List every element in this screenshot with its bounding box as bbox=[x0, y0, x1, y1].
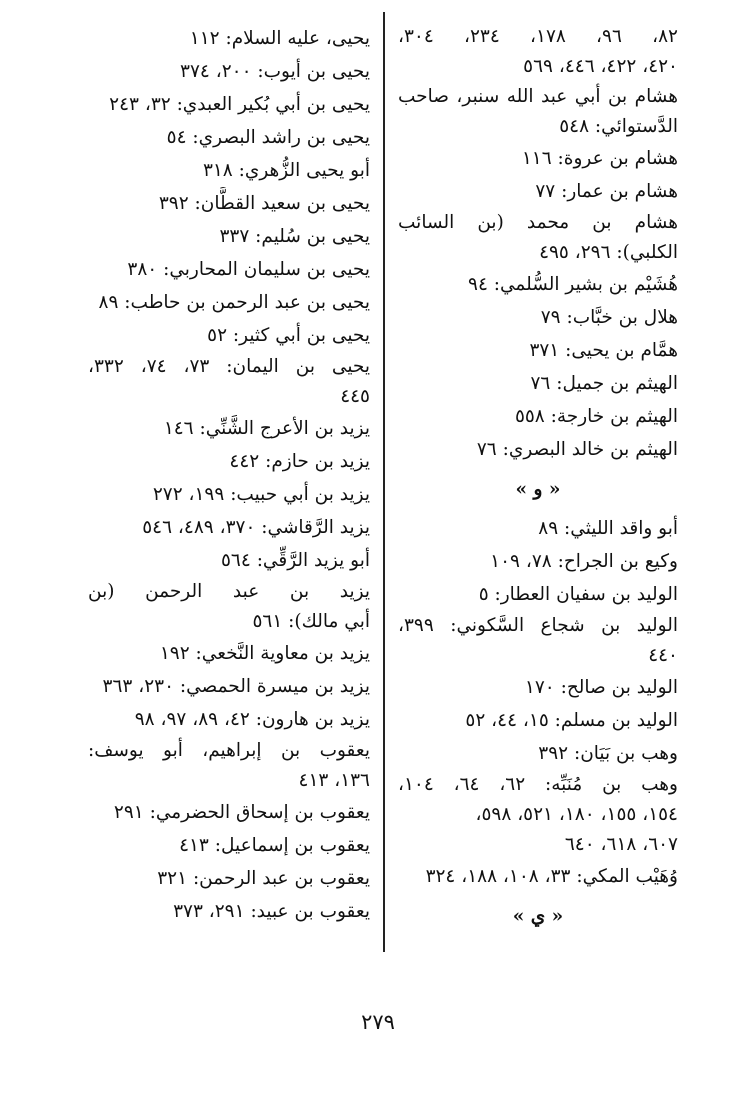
index-entry bbox=[88, 352, 370, 412]
index-entry bbox=[88, 286, 370, 319]
index-entry-line: الوليد بن مسلم: ١٥، ٤٤، ٥٢ bbox=[465, 710, 678, 731]
index-entry-line: يعقوب بن إسماعيل: ٤١٣ bbox=[179, 835, 370, 856]
index-entry-line: يزيد بن معاوية النَّخعي: ١٩٢ bbox=[159, 643, 370, 664]
index-entry-line: هشام بن محمد (بن السائب bbox=[398, 212, 678, 233]
index-entry bbox=[398, 578, 678, 611]
index-entry-line: أبو يزيد الرَّقِّي: ٥٦٤ bbox=[221, 550, 370, 571]
index-entry bbox=[88, 796, 370, 829]
index-column-right bbox=[398, 22, 678, 939]
index-entry-line: هشام بن أبي عبد الله سنبر، صاحب bbox=[398, 86, 678, 107]
index-entry-line: يحيى بن سليمان المحاربي: ٣٨٠ bbox=[127, 259, 370, 280]
index-entry bbox=[88, 154, 370, 187]
index-entry-line: ٨٢، ٩٦، ١٧٨، ٢٣٤، ٣٠٤، bbox=[398, 26, 678, 47]
index-entry-line: أبو يحيى الزُّهري: ٣١٨ bbox=[202, 160, 370, 181]
index-entry-line: الوليد بن صالح: ١٧٠ bbox=[524, 677, 678, 698]
index-entry bbox=[398, 82, 678, 142]
index-entry-line: ١٣٦، ٤١٣ bbox=[298, 770, 370, 791]
index-entry bbox=[88, 412, 370, 445]
index-entry-line: يحيى بن أبي بُكير العبدي: ٣٢، ٢٤٣ bbox=[109, 94, 370, 115]
index-entry-line: هشام بن عمار: ٧٧ bbox=[535, 181, 678, 202]
index-entry bbox=[398, 175, 678, 208]
index-entry-line: وهب بن بَيَان: ٣٩٢ bbox=[538, 743, 678, 764]
index-entry-line: هُشَيْم بن بشير السُّلمي: ٩٤ bbox=[468, 274, 678, 295]
index-entry-line: الوليد بن سفيان العطار: ٥ bbox=[478, 584, 678, 605]
index-entry-line: وهب بن مُنَبِّه: ٦٢، ٦٤، ١٠٤، bbox=[398, 774, 678, 795]
index-entry-line: يعقوب بن عبيد: ٢٩١، ٣٧٣ bbox=[173, 901, 370, 922]
index-entry bbox=[88, 445, 370, 478]
index-entry bbox=[88, 187, 370, 220]
index-entry-line: وُهَيْب المكي: ٣٣، ١٠٨، ١٨٨، ٣٢٤ bbox=[425, 866, 678, 887]
index-entry bbox=[398, 301, 678, 334]
index-entry bbox=[88, 736, 370, 796]
index-entry-line: يحيى بن سعيد القطَّان: ٣٩٢ bbox=[158, 193, 370, 214]
index-entry-line: ٤٢٠، ٤٢٢، ٤٤٦، ٥٦٩ bbox=[523, 56, 678, 77]
index-entry-line: يحيى بن عبد الرحمن بن حاطب: ٨٩ bbox=[98, 292, 370, 313]
index-entry bbox=[398, 704, 678, 737]
index-entry-line: أبو واقد الليثي: ٨٩ bbox=[538, 518, 678, 539]
index-entry bbox=[398, 611, 678, 671]
index-entry bbox=[88, 637, 370, 670]
index-entry bbox=[88, 670, 370, 703]
column-divider bbox=[383, 12, 385, 952]
index-entry-line: يعقوب بن إسحاق الحضرمي: ٢٩١ bbox=[113, 802, 370, 823]
index-column-left bbox=[88, 22, 370, 928]
index-entry bbox=[88, 55, 370, 88]
index-entry-line: هلال بن خبَّاب: ٧٩ bbox=[540, 307, 678, 328]
index-entry bbox=[88, 577, 370, 637]
index-entry-line: يحيى بن أبي كثير: ٥٢ bbox=[207, 325, 370, 346]
section-heading: « ي » bbox=[512, 906, 564, 927]
index-entry bbox=[88, 22, 370, 55]
index-entry bbox=[398, 860, 678, 893]
index-entry bbox=[88, 253, 370, 286]
index-entry bbox=[88, 703, 370, 736]
index-entry bbox=[398, 737, 678, 770]
index-entry-line: يحيى بن اليمان: ٧٣، ٧٤، ٣٣٢، bbox=[88, 356, 370, 377]
index-entry bbox=[88, 88, 370, 121]
index-entry-line: يحيى بن راشد البصري: ٥٤ bbox=[166, 127, 370, 148]
index-entry bbox=[398, 433, 678, 466]
index-entry-line: يزيد بن الأعرج الشَّنِّي: ١٤٦ bbox=[163, 418, 370, 439]
index-entry-line: يزيد بن حازم: ٤٤٢ bbox=[229, 451, 370, 472]
index-entry-line: يزيد بن هارون: ٤٢، ٨٩، ٩٧، ٩٨ bbox=[134, 709, 370, 730]
index-entry bbox=[398, 545, 678, 578]
index-entry bbox=[88, 511, 370, 544]
index-entry-line: ١٥٤، ١٥٥، ١٨٠، ٥٢١، ٥٩٨، bbox=[475, 804, 678, 825]
index-entry-line: الهيثم بن خارجة: ٥٥٨ bbox=[514, 406, 678, 427]
index-entry bbox=[398, 367, 678, 400]
index-entry-line: يزيد بن أبي حبيب: ١٩٩، ٢٧٢ bbox=[152, 484, 370, 505]
index-entry bbox=[88, 319, 370, 352]
index-entry-line: وكيع بن الجراح: ٧٨، ١٠٩ bbox=[490, 551, 678, 572]
index-entry-line: الهيثم بن خالد البصري: ٧٦ bbox=[476, 439, 678, 460]
index-entry bbox=[398, 512, 678, 545]
index-entry-line: يزيد بن ميسرة الحمصي: ٢٣٠، ٣٦٣ bbox=[102, 676, 370, 697]
index-entry-line: ٤٤٠ bbox=[648, 645, 678, 666]
page-number: ٢٧٩ bbox=[361, 1010, 395, 1034]
index-entry-line: همَّام بن يحيى: ٣٧١ bbox=[529, 340, 678, 361]
index-entry bbox=[398, 22, 678, 82]
index-entry bbox=[398, 334, 678, 367]
index-entry bbox=[88, 220, 370, 253]
index-entry-line: يزيد بن عبد الرحمن (بن bbox=[88, 581, 370, 602]
index-entry bbox=[88, 829, 370, 862]
index-entry bbox=[398, 208, 678, 268]
index-entry-line: يزيد الرَّقاشي: ٣٧٠، ٤٨٩، ٥٤٦ bbox=[142, 517, 370, 538]
index-entry bbox=[398, 671, 678, 704]
index-entry-line: الهيثم بن جميل: ٧٦ bbox=[530, 373, 678, 394]
index-entry-line: يعقوب بن عبد الرحمن: ٣٢١ bbox=[157, 868, 370, 889]
index-entry-line: أبي مالك): ٥٦١ bbox=[252, 611, 370, 632]
section-heading: « و » bbox=[515, 479, 561, 500]
index-entry-line: الكلبي): ٢٩٦، ٤٩٥ bbox=[539, 242, 678, 263]
index-entry-line: ٦٠٧، ٦١٨، ٦٤٠ bbox=[564, 834, 678, 855]
index-entry bbox=[88, 862, 370, 895]
index-entry-line: يحيى بن أيوب: ٢٠٠، ٣٧٤ bbox=[180, 61, 370, 82]
index-entry bbox=[88, 895, 370, 928]
index-entry-line: هشام بن عروة: ١١٦ bbox=[521, 148, 678, 169]
index-entry bbox=[398, 400, 678, 433]
index-entry-line: يحيى بن سُليم: ٣٣٧ bbox=[219, 226, 370, 247]
index-entry bbox=[398, 268, 678, 301]
index-entry bbox=[88, 121, 370, 154]
index-entry-line: ٤٤٥ bbox=[340, 386, 370, 407]
index-entry bbox=[88, 478, 370, 511]
index-entry-line: الدَّستوائي: ٥٤٨ bbox=[559, 116, 678, 137]
index-entry-line: يحيى، عليه السلام: ١١٢ bbox=[189, 28, 370, 49]
index-entry-line: يعقوب بن إبراهيم، أبو يوسف: bbox=[88, 740, 370, 761]
index-entry bbox=[88, 544, 370, 577]
index-entry bbox=[398, 142, 678, 175]
index-entry-line: الوليد بن شجاع السَّكوني: ٣٩٩، bbox=[398, 615, 678, 636]
index-entry bbox=[398, 770, 678, 860]
